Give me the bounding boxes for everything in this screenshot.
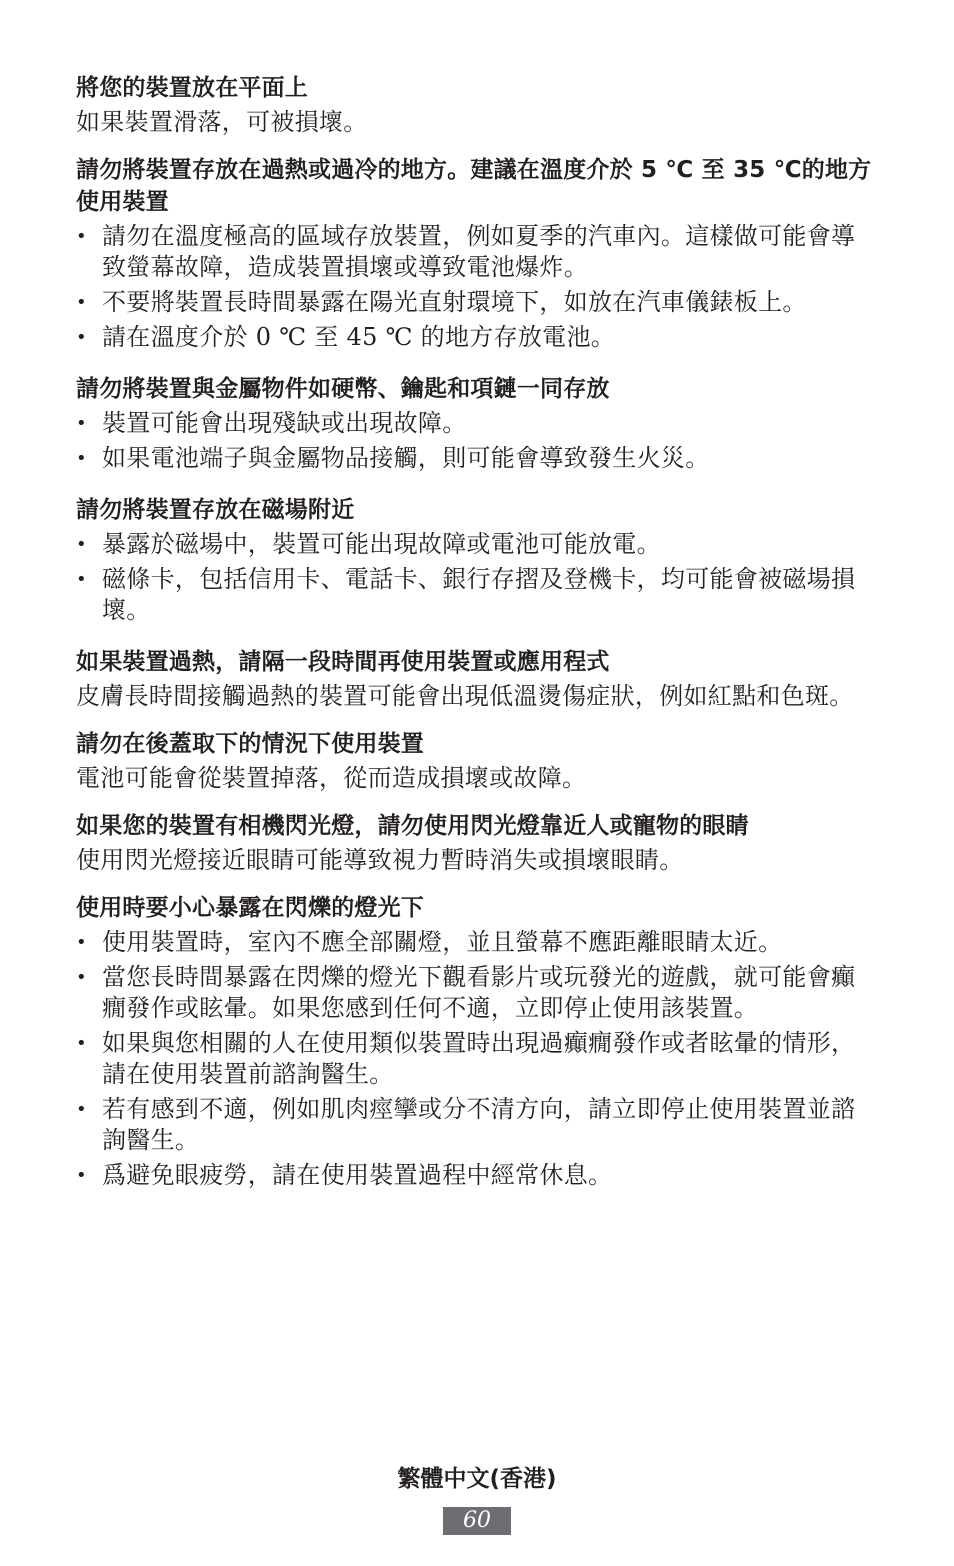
section-camera-flash: [76, 810, 876, 876]
section-temperature: [76, 154, 876, 353]
section-heading: 如果您的裝置有相機閃光燈，請勿使用閃光燈靠近人或寵物的眼睛: [76, 813, 749, 839]
section-heading: 使用時要小心暴露在閃爍的燈光下: [76, 895, 424, 921]
bullet-icon: •: [76, 569, 87, 590]
section-heading: 請勿將裝置存放在磁場附近: [76, 497, 355, 523]
list-item: • 磁條卡，包括信用卡、電話卡、銀行存摺及登機卡，均可能會被磁場損壞。: [76, 565, 856, 624]
section-magnetic-fields: [76, 494, 876, 626]
bullet-icon: •: [76, 1033, 87, 1054]
page-number: 60: [443, 1507, 511, 1535]
bullet-icon: •: [76, 226, 87, 247]
list-item: • 如果電池端子與金屬物品接觸，則可能會導致發生火災。: [76, 444, 710, 472]
section-heading: 請勿將裝置與金屬物件如硬幣、鑰匙和項鏈一同存放: [76, 376, 610, 402]
bullet-icon: •: [76, 327, 87, 348]
bullet-icon: •: [76, 534, 87, 555]
bullet-list: [76, 408, 876, 474]
bullet-list: [76, 221, 876, 353]
list-item: • 爲避免眼疲勞，請在使用裝置過程中經常休息。: [76, 1161, 613, 1189]
section-paragraph: 皮膚長時間接觸過熱的裝置可能會出現低溫燙傷症狀，例如紅點和色斑。: [76, 682, 854, 710]
section-heading: 請勿在後蓋取下的情況下使用裝置: [76, 731, 424, 757]
section-flat-surface: [76, 72, 876, 138]
list-item: • 如果與您相關的人在使用類似裝置時出現過癲癇發作或者眩暈的情形，請在使用裝置前諮詢醫生。: [76, 1029, 856, 1088]
footer-language: 繁體中文(香港): [397, 1466, 557, 1492]
bullet-icon: •: [76, 413, 87, 434]
list-item: • 使用裝置時，室內不應全部關燈，並且螢幕不應距離眼睛太近。: [76, 928, 783, 956]
bullet-icon: •: [76, 448, 87, 469]
section-paragraph: 使用閃光燈接近眼睛可能導致視力暫時消失或損壞眼睛。: [76, 846, 684, 874]
list-item: • 請在溫度介於 0 ℃ 至 45 ℃ 的地方存放電池。: [76, 323, 616, 351]
list-item: • 暴露於磁場中，裝置可能出現故障或電池可能放電。: [76, 530, 661, 558]
section-flashing-lights: [76, 892, 876, 1191]
bullet-icon: •: [76, 932, 87, 953]
section-metal-objects: [76, 373, 876, 474]
section-heading: 如果裝置過熱，請隔一段時間再使用裝置或應用程式: [76, 649, 610, 675]
section-heading: 請勿將裝置存放在過熱或過冷的地方。建議在溫度介於 5 ℃ 至 35 ℃的地方使用裝置: [76, 157, 872, 215]
list-item: • 當您長時間暴露在閃爍的燈光下觀看影片或玩發光的遊戲，就可能會癲癇發作或眩暈。如果您感到任何不適，立即停止使用該裝置。: [76, 963, 856, 1022]
bullet-list: [76, 529, 876, 626]
bullet-icon: •: [76, 292, 87, 313]
list-item: • 若有感到不適，例如肌肉痙攣或分不清方向，請立即停止使用裝置並諮詢醫生。: [76, 1095, 856, 1154]
document-body: [76, 72, 876, 1195]
section-paragraph: 如果裝置滑落，可被損壞。: [76, 108, 368, 136]
list-item: • 裝置可能會出現殘缺或出現故障。: [76, 409, 467, 437]
section-heading: 將您的裝置放在平面上: [76, 75, 308, 101]
bullet-icon: •: [76, 967, 87, 988]
bullet-icon: •: [76, 1099, 87, 1120]
bullet-icon: •: [76, 1165, 87, 1186]
list-item: • 請勿在溫度極高的區域存放裝置，例如夏季的汽車內。這樣做可能會導致螢幕故障，造成裝置損壞或導致電池爆炸。: [76, 222, 856, 281]
bullet-list: [76, 927, 876, 1191]
list-item: • 不要將裝置長時間暴露在陽光直射環境下，如放在汽車儀錶板上。: [76, 288, 807, 316]
section-back-cover: [76, 728, 876, 794]
section-paragraph: 電池可能會從裝置掉落，從而造成損壞或故障。: [76, 764, 587, 792]
section-overheating: [76, 646, 876, 712]
